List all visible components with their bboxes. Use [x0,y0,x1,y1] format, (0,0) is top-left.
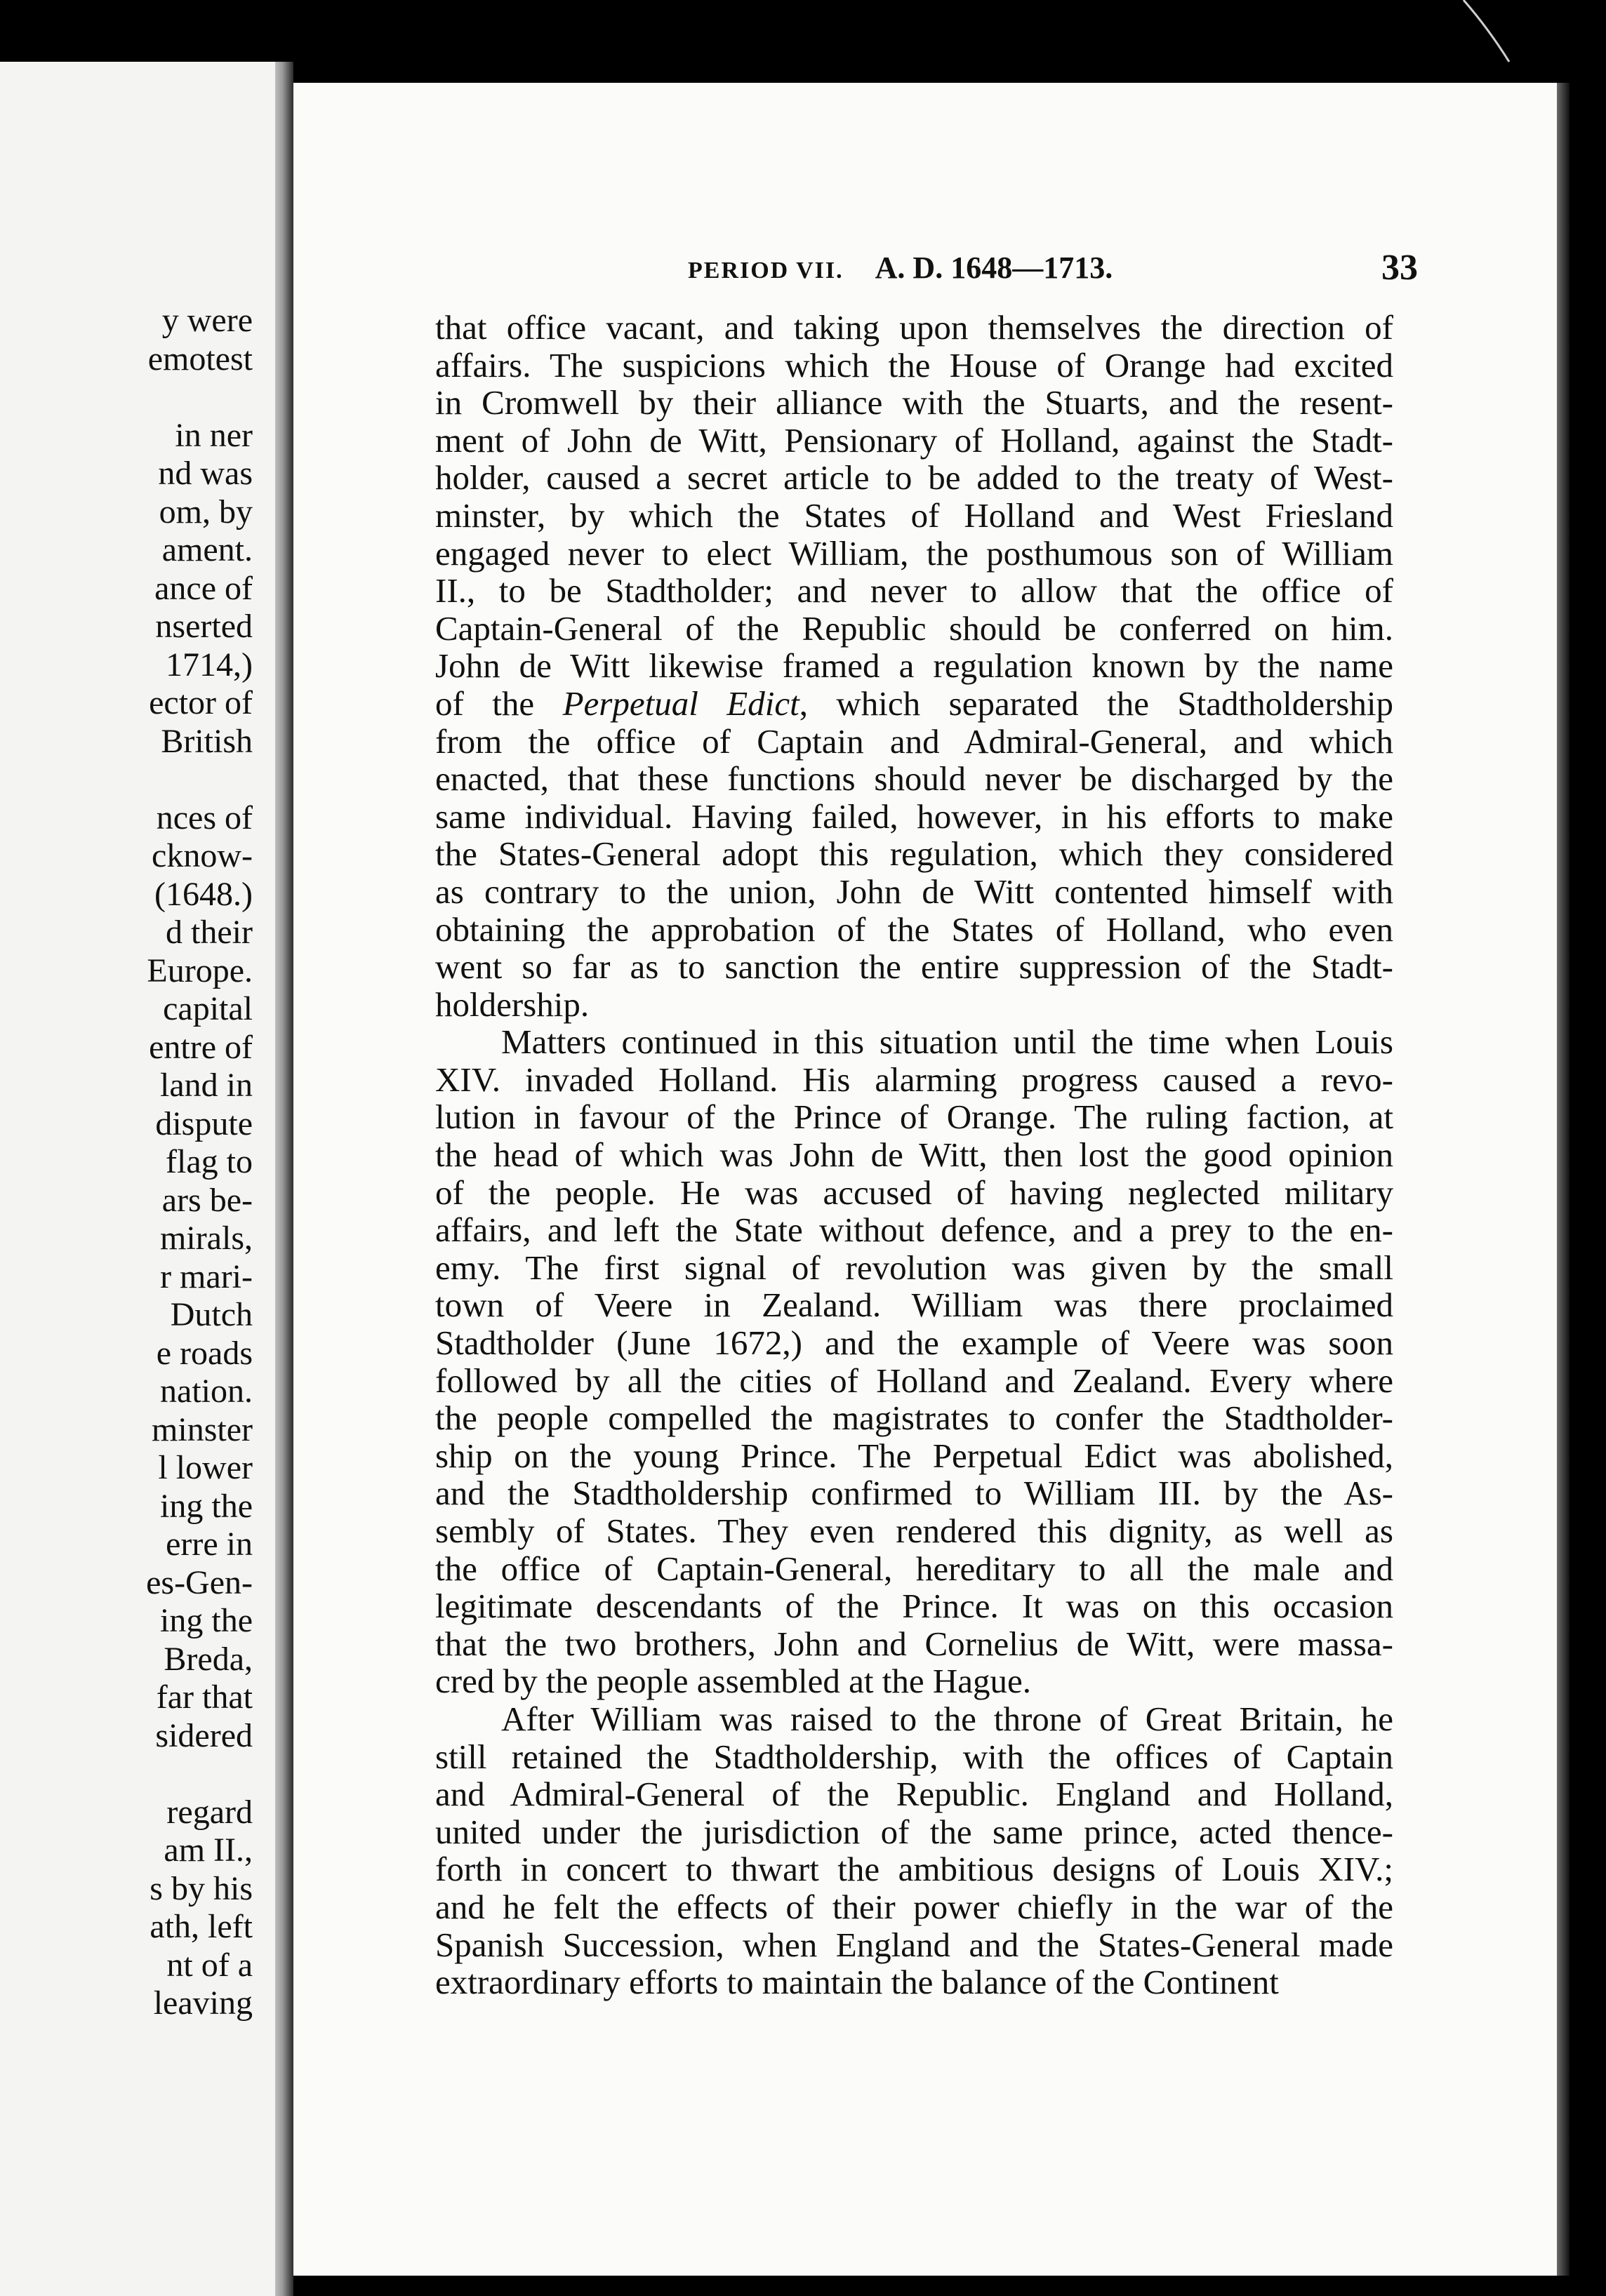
left-page-line [0,761,253,799]
text-line: from the office of Captain and Admiral-General, and which [435,721,1393,761]
left-page-line: Breda, [164,1640,253,1678]
left-page-line: (1648.) [154,875,253,913]
left-page-line: 1714,) [166,646,253,683]
left-page-line: ing the [160,1487,253,1525]
left-page-line: leaving [153,1984,253,2022]
text-line: lution in favour of the Prince of Orange. The ruling faction, at [435,1097,1393,1137]
text-line: in Cromwell by their alliance with the Stuarts, and the resent- [435,383,1393,422]
left-page-text [0,302,253,2023]
page-number: 33 [1381,248,1418,288]
text-line: of the people. He was accused of having neglected military [435,1173,1393,1212]
left-page-line: minster [152,1410,253,1448]
left-page-line [0,378,253,417]
left-page-line: far that [156,1678,253,1716]
text-line: extraordinary efforts to maintain the balance of the Continent [435,1963,1279,2002]
paragraph [435,1700,1393,2001]
text-line: minster, by which the States of Holland and West Friesland [435,495,1393,535]
text-line: XIV. invaded Holland. His alarming progress caused a revo- [435,1060,1393,1099]
text-line: holdership. [435,985,590,1024]
text-line: forth in concert to thwart the ambitious designs of Louis XIV.; [435,1850,1393,1889]
left-page-line: emotest [147,340,253,378]
left-page-line: Dutch [170,1296,253,1333]
text-line: Spanish Succession, when England and the States-General made [435,1925,1393,1964]
text-line: the head of which was John de Witt, then lost the good opinion [435,1135,1393,1175]
text-line: sembly of States. They even rendered this dignity, as well as [435,1511,1393,1550]
text-line: holder, caused a secret article to be added to the treaty of West- [435,458,1393,498]
header-period: PERIOD VII. [688,258,844,283]
text-line: that the two brothers, John and Cornelius de Witt, were massa- [435,1624,1393,1663]
text-line: After William was raised to the throne of Great Britain, he [501,1699,1393,1738]
text-line: followed by all the cities of Holland and Zealand. Every where [435,1361,1393,1400]
left-page-line: land in [160,1067,253,1104]
left-page-line: l lower [158,1449,253,1486]
left-page-line: regard [166,1793,253,1831]
left-page-line: ament. [161,531,253,568]
left-page-line: nserted [155,608,253,645]
left-page-line: erre in [166,1526,253,1563]
left-page-line: nces of [156,799,253,836]
left-page-line: e roads [156,1334,253,1372]
left-page-line: ath, left [150,1908,253,1945]
text-line: affairs, and left the State without defence, and a prey to the en- [435,1210,1393,1250]
text-line: town of Veere in Zealand. William was there proclaimed [435,1286,1393,1325]
text-line: engaged never to elect William, the posthumous son of William [435,533,1393,573]
left-page-line [0,1755,253,1794]
left-page-line: in ner [175,416,253,454]
left-page-line: es-Gen- [146,1563,253,1601]
left-page-line: flag to [166,1143,253,1180]
text-line: Captain-General of the Republic should be conferred on him. [435,608,1393,648]
left-page-line: ector of [149,684,253,721]
left-page-line: entre of [149,1028,253,1066]
text-line: enacted, that these functions should never be discharged by the [435,759,1393,799]
body-text [435,309,1393,2001]
left-page-line: dispute [155,1104,253,1142]
left-page-line: r mari- [160,1257,253,1295]
left-page-line: ance of [154,569,253,607]
text-line: the office of Captain-General, hereditary to all the male and [435,1549,1393,1588]
paragraph [435,1023,1393,1700]
text-line: Stadtholder (June 1672,) and the example of Veere was soon [435,1323,1393,1363]
text-line: that office vacant, and taking upon themselves the direction of [435,308,1393,347]
text-line: still retained the Stadtholdership, with the offices of Captain [435,1737,1393,1776]
page-edge-shadow [1557,83,1569,2276]
book-spine [275,62,293,2296]
left-page-line: mirals, [160,1220,253,1257]
text-line: went so far as to sanction the entire suppression of the Stadt- [435,947,1393,987]
text-line: II., to be Stadtholder; and never to allow that the office of [435,571,1393,610]
left-page-line: om, by [159,493,253,530]
text-line: obtaining the approbation of the States of Holland, who even [435,909,1393,949]
left-page-line: Europe. [147,952,253,989]
left-page-line: nation. [160,1373,253,1410]
text-line: John de Witt likewise framed a regulation known by the name [435,646,1393,686]
left-page-line: y were [161,302,253,339]
left-page-line: British [161,722,253,760]
text-line: affairs. The suspicions which the House of Orange had excited [435,345,1393,385]
running-header [688,250,1418,286]
text-line: cred by the people assembled at the Hague. [435,1662,1032,1701]
text-line: the people compelled the magistrates to confer the Stadtholder- [435,1399,1393,1438]
text-line: of the Perpetual Edict, which separated the Stadtholdership [435,683,1393,723]
left-page-line: nd was [158,455,253,492]
text-line: and he felt the effects of their power chiefly in the war of the [435,1887,1393,1926]
left-page-line: nt of a [166,1946,253,1984]
header-dates: A. D. 1648—1713. [875,251,1113,285]
left-page-line: d their [166,914,253,951]
left-page-line: cknow- [152,837,253,874]
paragraph [435,309,1393,1023]
text-line: and the Stadtholdership confirmed to William III. by the As- [435,1474,1393,1513]
text-line: ship on the young Prince. The Perpetual Edict was abolished, [435,1436,1393,1475]
text-line: and Admiral-General of the Republic. England and Holland, [435,1775,1393,1814]
left-page-line: capital [163,990,253,1027]
left-page-line: am II., [164,1831,253,1869]
text-line: emy. The first signal of revolution was given by the small [435,1248,1393,1287]
left-page-line: sidered [155,1716,253,1754]
left-page-line: s by his [150,1869,253,1907]
text-line: the States-General adopt this regulation, which they considered [435,834,1393,874]
text-line: united under the jurisdiction of the same prince, acted thence- [435,1812,1393,1851]
text-line: same individual. Having failed, however, in his efforts to make [435,796,1393,836]
text-line: as contrary to the union, John de Witt contented himself with [435,872,1393,911]
text-line: Matters continued in this situation until the time when Louis [501,1022,1393,1062]
left-page-line: ing the [160,1602,253,1639]
scan-artifact [1460,0,1516,63]
text-line: legitimate descendants of the Prince. It was on this occasion [435,1587,1393,1626]
text-line: ment of John de Witt, Pensionary of Holland, against the Stadt- [435,420,1393,460]
left-page-line: ars be- [161,1181,253,1219]
